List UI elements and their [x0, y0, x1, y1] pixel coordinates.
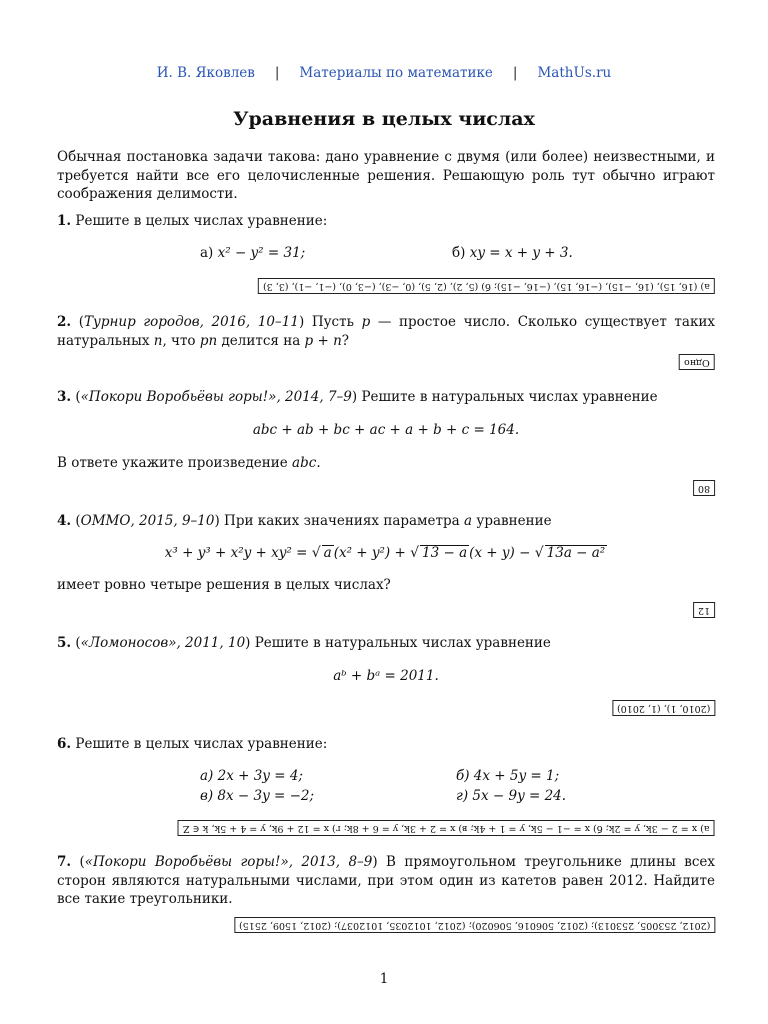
page-title: Уравнения в целых числах [233, 108, 535, 130]
problem-text: Решите в целых числах уравнение: [75, 213, 328, 229]
text: При каких значениях параметра [224, 513, 460, 529]
problem-number: 6. [57, 736, 72, 752]
problem-4: 4. (ОММО, 2015, 9–10) При каких значениях параметра a уравнение [57, 513, 552, 529]
answer-box-4: 12 [693, 602, 715, 618]
answer-box-2: Одно [679, 354, 715, 370]
text: В ответе укажите произведение [57, 455, 288, 471]
equation-6d: г) 5x − 9y = 24. [456, 788, 567, 804]
formula: abc + ab + bc + ac + a + b + c = 164. [252, 422, 520, 438]
problem-number: 2. [57, 314, 72, 330]
equation-1a [200, 244, 305, 263]
problem-1 [57, 212, 715, 231]
header-separator: | [274, 65, 280, 81]
problem-number: 5. [57, 635, 72, 651]
text: Решите в целых числах уравнение: [75, 736, 328, 752]
answer-box-1: а) (16, 15), (16, −15), (−16, 15), (−16, −15); б) (5, 2), (2, 5), (0, −3), (−3, 0), (−1, −1), (3, 3) [258, 278, 715, 294]
text: , что [162, 332, 196, 349]
var: p + n [304, 332, 342, 349]
label: а) [200, 245, 214, 261]
sqrt-a: a [323, 545, 332, 561]
problem-6 [57, 735, 715, 754]
problem-source: «Ломоносов», 2011, 10 [80, 635, 246, 651]
var: n [153, 332, 163, 349]
formula: xy = x + y + 3. [469, 245, 573, 261]
sqrt-13a-minus-a2: 13a − a² [546, 545, 606, 561]
formula-part: (x + y) − [469, 545, 531, 561]
problem-2: 2. (Турнир городов, 2016, 10–11) Пусть p — простое число. Сколько существует таких натуральных n, что pn делится на p + n? [57, 314, 715, 349]
answer-box-7: (2012, 253005, 253013); (2012, 506016, 506020); (2012, 1012035, 1012037); (2012, 1509, 2515) [234, 917, 715, 933]
formula-left: x³ + y³ + x²y + xy² = [164, 545, 308, 561]
text: уравнение [476, 513, 552, 529]
problem-source: «Покори Воробьёвы горы!», 2014, 7–9 [80, 389, 352, 405]
problem-source: «Покори Воробьёвы горы!», 2013, 8–9 [84, 854, 373, 870]
answer-box-6: а) x = 2 − 3k, y = 2k; б) x = −1 − 5k, y = 1 + 4k; в) x = 2 + 3k, y = 6 + 8k; г) x = 12 + 9k, y = 4 + 5k, k ∈ Z [178, 820, 715, 836]
problem-number: 4. [57, 513, 72, 529]
text: Решите в натуральных числах уравнение [361, 389, 658, 405]
var: pn [199, 332, 218, 349]
label: б) [452, 245, 466, 261]
equation-6b: б) 4x + 5y = 1; [456, 768, 560, 784]
problem-number: 3. [57, 389, 72, 405]
text: ? [341, 332, 350, 349]
equation-5 [57, 667, 715, 686]
answer-box-3: 80 [693, 480, 715, 496]
text: . [316, 455, 321, 471]
materials-link[interactable]: Материалы по математике [299, 65, 493, 81]
author-link[interactable]: И. В. Яковлев [156, 65, 255, 81]
equation-6c: в) 8x − 3y = −2; [200, 788, 315, 804]
equation-4: x³ + y³ + x²y + xy² = √ a (x² + y²) + √ 13 − a (x + y) − √ 13a − a² [164, 545, 606, 561]
sqrt-13-minus-a: 13 − a [422, 545, 468, 561]
page-header [0, 64, 768, 83]
var: abc [292, 455, 317, 471]
equation-1b [452, 244, 573, 263]
problem-3-followup [57, 454, 715, 473]
problem-4-followup: имеет ровно четыре решения в целых числах? [57, 577, 391, 593]
equation-6a: а) 2x + 3y = 4; [200, 768, 303, 784]
problem-source: ОММО, 2015, 9–10 [80, 513, 215, 529]
page-number: 1 [379, 971, 389, 987]
header-separator: | [512, 65, 518, 81]
text: Решите в натуральных числах уравнение [254, 635, 551, 651]
problem-5: 5. («Ломоносов», 2011, 10) Решите в натуральных числах уравнение [57, 635, 551, 651]
intro-paragraph: Обычная постановка задачи такова: дано уравнение с двумя (или более) неизвестными, и требуется найти все его целочисленные решения. Решающую роль тут обычно играют соображения делимости. [57, 149, 715, 203]
formula: x² − y² = 31; [217, 245, 306, 261]
var: a [464, 513, 473, 529]
equation-3 [57, 421, 715, 440]
problem-source: Турнир городов, 2016, 10–11 [84, 314, 299, 330]
problem-7: 7. («Покори Воробьёвы горы!», 2013, 8–9) В прямоугольном треугольнике длины всех сторон являются натуральными числами, при этом один из катетов равен 2012. Найдите все такие треугольники. [57, 854, 715, 908]
text: делится на [221, 332, 301, 349]
text: В прямоугольном треугольнике длины всех сторон являются натуральными числами, при этом один из катетов равен 2012. Найдите все такие треугольники. [57, 854, 715, 908]
problem-number: 7. [57, 854, 72, 870]
text: — простое число. Сколько существует таких натуральных [57, 314, 715, 349]
site-link[interactable]: MathUs.ru [537, 65, 612, 81]
problem-number: 1. [57, 213, 72, 229]
var: p [361, 314, 371, 330]
problem-3: 3. («Покори Воробьёвы горы!», 2014, 7–9) Решите в натуральных числах уравнение [57, 389, 658, 405]
text: Пусть [311, 314, 354, 330]
formula: aᵇ + bᵃ = 2011. [333, 668, 439, 684]
formula-part: (x² + y²) + [333, 545, 406, 561]
answer-box-5: (2010, 1), (1, 2010) [612, 700, 715, 716]
